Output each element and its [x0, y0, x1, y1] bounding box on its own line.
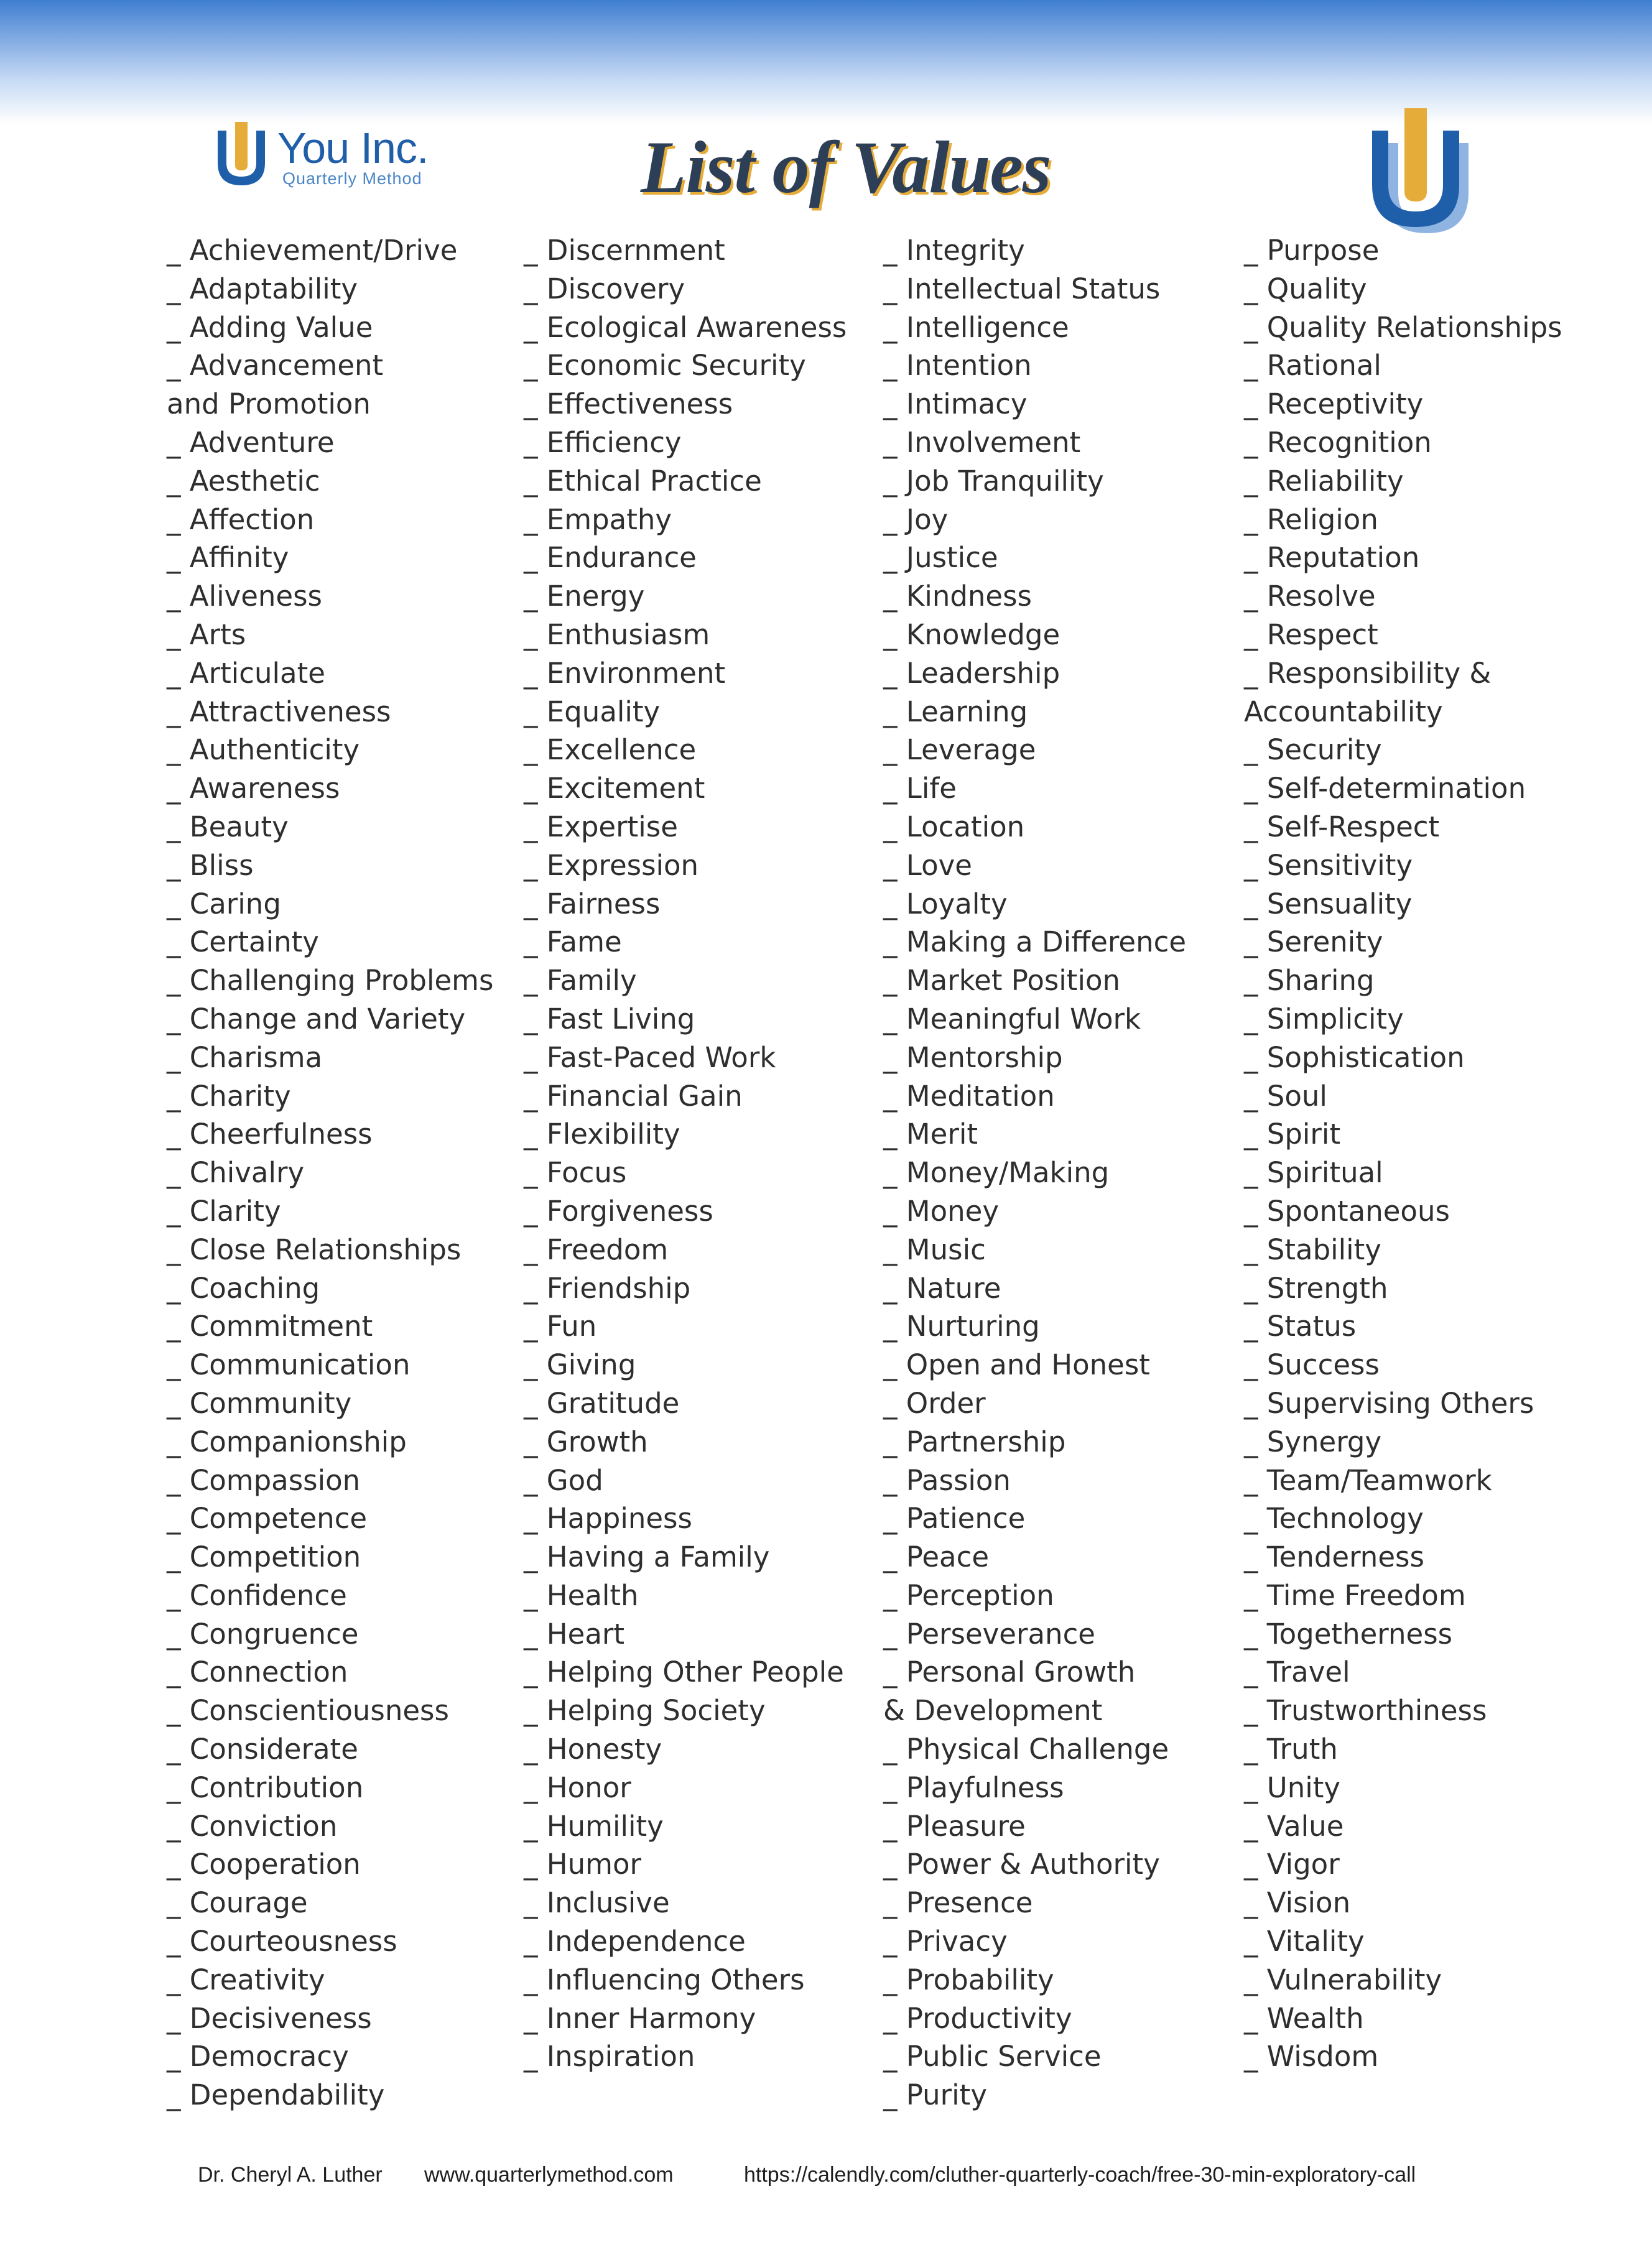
- value-item: _ Recognition: [1244, 425, 1432, 459]
- value-item: _ Freedom: [524, 1233, 669, 1266]
- value-item: _ Intimacy: [883, 387, 1028, 421]
- value-item: _ Religion: [1244, 503, 1378, 536]
- value-item: _ Inspiration: [524, 2040, 695, 2073]
- value-item: _ Mentorship: [883, 1040, 1063, 1074]
- value-item: _ Discovery: [524, 272, 685, 305]
- value-item: _ Purity: [883, 2078, 987, 2112]
- value-item: _ Dependability: [167, 2078, 385, 2112]
- value-item: _ Adventure: [167, 425, 335, 459]
- value-item: _ Excellence: [524, 733, 697, 767]
- value-item: _ Soul: [1244, 1079, 1327, 1113]
- value-item: _ Financial Gain: [524, 1079, 743, 1113]
- value-item: _ Open and Honest: [883, 1348, 1150, 1382]
- value-item: _ Companionship: [167, 1425, 407, 1458]
- value-item: _ Nature: [883, 1271, 1001, 1305]
- value-item: _ Conscientiousness: [167, 1694, 449, 1728]
- footer-calendly-link[interactable]: https://calendly.com/cluther-quarterly-coach/free-30-min-exploratory-call: [744, 2163, 1416, 2187]
- value-item: _ Travel: [1244, 1656, 1350, 1689]
- value-item: _ Meditation: [883, 1079, 1055, 1113]
- value-item: _ Partnership: [883, 1425, 1066, 1458]
- value-item: _ Technology: [1244, 1502, 1424, 1535]
- value-item: _ Probability: [883, 1963, 1054, 1996]
- value-item: _ Trustworthiness: [1244, 1694, 1487, 1728]
- value-item: _ Courteousness: [167, 1925, 397, 1958]
- value-item: _ Presence: [883, 1886, 1033, 1920]
- value-item: _ Inclusive: [524, 1886, 670, 1920]
- value-item: _ Loyalty: [883, 887, 1008, 920]
- value-item: _ Ethical Practice: [524, 464, 762, 498]
- value-item: _ Adaptability: [167, 272, 358, 305]
- value-item: _ Fairness: [524, 887, 661, 920]
- u-logo-icon: [210, 118, 272, 193]
- brand-name: You Inc.: [277, 124, 429, 172]
- value-item: _ Coaching: [167, 1271, 320, 1305]
- value-item: _ Excitement: [524, 772, 705, 805]
- value-item: _ Vigor: [1244, 1848, 1340, 1881]
- value-item: _ Awareness: [167, 772, 340, 805]
- value-item: _ Perseverance: [883, 1617, 1095, 1651]
- value-item: _ Quality Relationships: [1244, 310, 1562, 344]
- value-item: _ Ecological Awareness: [524, 310, 847, 344]
- value-item: _ Synergy: [1244, 1425, 1382, 1458]
- value-item: _ Competition: [167, 1540, 361, 1574]
- value-item: _ Self-Respect: [1244, 810, 1440, 843]
- value-item: _ Location: [883, 810, 1025, 843]
- value-item: _ Articulate: [167, 656, 325, 690]
- value-item: _ Bliss: [167, 848, 254, 882]
- value-item: _ Giving: [524, 1348, 636, 1382]
- value-item: _ Success: [1244, 1348, 1380, 1382]
- value-item: _ Music: [883, 1233, 986, 1266]
- value-item: _ Involvement: [883, 425, 1081, 459]
- value-item: _ Gratitude: [524, 1386, 680, 1420]
- value-item: _ Self-determination: [1244, 772, 1526, 805]
- value-item: _ Caring: [167, 887, 281, 920]
- value-item: _ Helping Society: [524, 1694, 766, 1728]
- value-item: _ Productivity: [883, 2001, 1072, 2035]
- value-item: _ Responsibility & Accountability: [1244, 656, 1492, 728]
- value-item: _ Chivalry: [167, 1156, 305, 1190]
- value-item: _ Family: [524, 964, 637, 998]
- values-column-3: [883, 231, 1207, 2114]
- value-item: _ Passion: [883, 1463, 1011, 1497]
- value-item: _ Vitality: [1244, 1925, 1365, 1958]
- value-item: _ Courage: [167, 1886, 308, 1920]
- value-item: _ Intellectual Status: [883, 272, 1161, 305]
- value-item: _ Strength: [1244, 1271, 1388, 1305]
- value-item: _ Nurturing: [883, 1310, 1040, 1343]
- value-item: _ Knowledge: [883, 618, 1060, 651]
- value-item: _ Having a Family: [524, 1540, 770, 1574]
- value-item: _ Resolve: [1244, 580, 1376, 613]
- values-column-2: [524, 231, 847, 2076]
- value-item: _ Environment: [524, 656, 726, 690]
- value-item: _ Beauty: [167, 810, 289, 843]
- value-item: _ Peace: [883, 1540, 990, 1574]
- value-item: _ Learning: [883, 695, 1028, 728]
- value-item: _ Humor: [524, 1848, 642, 1881]
- value-item: _ Stability: [1244, 1233, 1381, 1266]
- values-column-1: [167, 231, 494, 2114]
- value-item: _ Life: [883, 772, 957, 805]
- value-item: _ Happiness: [524, 1502, 692, 1535]
- values-column-4: [1244, 231, 1592, 2076]
- value-item: _ Honesty: [524, 1733, 662, 1766]
- value-item: _ Spontaneous: [1244, 1194, 1450, 1228]
- value-item: _ Clarity: [167, 1194, 281, 1228]
- value-item: _ Affinity: [167, 541, 289, 575]
- value-item: _ Respect: [1244, 618, 1378, 651]
- footer-author: Dr. Cheryl A. Luther: [198, 2163, 383, 2187]
- you-inc-logo: [210, 118, 434, 199]
- value-item: _ Physical Challenge: [883, 1733, 1169, 1766]
- value-item: _ Market Position: [883, 964, 1121, 998]
- value-item: _ Merit: [883, 1118, 978, 1151]
- footer-website[interactable]: www.quarterlymethod.com: [424, 2163, 674, 2187]
- value-item: _ Patience: [883, 1502, 1026, 1535]
- value-item: _ Adding Value: [167, 310, 373, 344]
- value-item: _ Pleasure: [883, 1809, 1026, 1843]
- value-item: _ Inner Harmony: [524, 2001, 756, 2035]
- value-item: _ Vision: [1244, 1886, 1351, 1920]
- value-item: _ Honor: [524, 1771, 631, 1804]
- value-item: _ Democracy: [167, 2040, 349, 2073]
- value-item: _ Unity: [1244, 1771, 1341, 1804]
- value-item: _ Humility: [524, 1809, 664, 1843]
- value-item: _ Challenging Problems: [167, 964, 494, 998]
- value-item: _ Spiritual: [1244, 1156, 1383, 1190]
- value-item: _ Simplicity: [1244, 1002, 1404, 1035]
- value-item: _ Charity: [167, 1079, 291, 1113]
- value-item: _ Intelligence: [883, 310, 1069, 344]
- page-title: List of Values: [641, 126, 1051, 208]
- value-item: _ Decisiveness: [167, 2001, 372, 2035]
- value-item: _ Close Relationships: [167, 1233, 462, 1266]
- value-item: _ Personal Growth & Development: [883, 1656, 1136, 1728]
- value-item: _ Sharing: [1244, 964, 1375, 998]
- value-item: _ Connection: [167, 1656, 348, 1689]
- value-item: _ Growth: [524, 1425, 648, 1458]
- value-item: _ Forgiveness: [524, 1194, 713, 1228]
- value-item: _ Compassion: [167, 1463, 361, 1497]
- u-logo-large-icon: [1366, 106, 1472, 243]
- value-item: _ Affection: [167, 503, 315, 536]
- footer: [0, 2163, 1652, 2194]
- value-item: _ Cheerfulness: [167, 1118, 373, 1151]
- value-item: _ Public Service: [883, 2040, 1102, 2073]
- value-item: _ Rational: [1244, 349, 1381, 382]
- value-item: _ God: [524, 1463, 603, 1497]
- value-item: _ Arts: [167, 618, 246, 651]
- value-item: _ Fast-Paced Work: [524, 1040, 776, 1074]
- brand-tagline: Quarterly Method: [282, 169, 422, 188]
- value-item: _ Joy: [883, 503, 949, 536]
- value-item: _ Job Tranquility: [883, 464, 1104, 498]
- value-item: _ Order: [883, 1386, 986, 1420]
- value-item: _ Wisdom: [1244, 2040, 1379, 2073]
- value-item: _ Kindness: [883, 580, 1032, 613]
- value-item: _ Purpose: [1244, 234, 1380, 267]
- value-item: _ Expertise: [524, 810, 678, 843]
- value-item: _ Empathy: [524, 503, 672, 536]
- value-item: _ Vulnerability: [1244, 1963, 1442, 1996]
- value-item: _ Heart: [524, 1617, 625, 1651]
- value-item: _ Team/Teamwork: [1244, 1463, 1492, 1497]
- value-item: _ Perception: [883, 1578, 1054, 1612]
- value-item: _ Endurance: [524, 541, 697, 575]
- value-item: _ Conviction: [167, 1809, 338, 1843]
- value-item: _ Cooperation: [167, 1848, 361, 1881]
- value-item: _ Aliveness: [167, 580, 323, 613]
- value-item: _ Money/Making: [883, 1156, 1110, 1190]
- value-item: _ Justice: [883, 541, 998, 575]
- value-item: _ Discernment: [524, 234, 725, 267]
- value-item: _ Health: [524, 1578, 639, 1612]
- value-item: _ Attractiveness: [167, 695, 391, 728]
- value-item: _ Authenticity: [167, 733, 360, 767]
- value-item: _ Privacy: [883, 1925, 1008, 1958]
- value-item: _ Confidence: [167, 1578, 347, 1612]
- value-item: _ Time Freedom: [1244, 1578, 1466, 1612]
- value-item: _ Meaningful Work: [883, 1002, 1141, 1035]
- value-item: _ Charisma: [167, 1040, 323, 1074]
- value-item: _ Leverage: [883, 733, 1036, 767]
- value-item: _ Influencing Others: [524, 1963, 805, 1996]
- value-item: _ Spirit: [1244, 1118, 1341, 1151]
- value-item: _ Enthusiasm: [524, 618, 710, 651]
- value-item: _ Fun: [524, 1310, 597, 1343]
- value-item: _ Reliability: [1244, 464, 1404, 498]
- value-item: _ Sophistication: [1244, 1040, 1465, 1074]
- value-item: _ Efficiency: [524, 425, 682, 459]
- value-item: _ Change and Variety: [167, 1002, 466, 1035]
- value-item: _ Independence: [524, 1925, 746, 1958]
- value-item: _ Playfulness: [883, 1771, 1064, 1804]
- value-item: _ Aesthetic: [167, 464, 320, 498]
- value-item: _ Fast Living: [524, 1002, 695, 1035]
- value-item: _ Equality: [524, 695, 661, 728]
- value-item: _ Security: [1244, 733, 1382, 767]
- value-item: _ Intention: [883, 349, 1032, 382]
- value-item: _ Wealth: [1244, 2001, 1364, 2035]
- value-item: _ Certainty: [167, 925, 319, 959]
- value-item: _ Supervising Others: [1244, 1386, 1534, 1420]
- value-item: _ Friendship: [524, 1271, 691, 1305]
- value-item: _ Congruence: [167, 1617, 359, 1651]
- value-item: _ Helping Other People: [524, 1656, 844, 1689]
- value-item: _ Making a Difference: [883, 925, 1187, 959]
- value-item: _ Quality: [1244, 272, 1367, 305]
- value-item: _ Flexibility: [524, 1118, 680, 1151]
- value-item: _ Integrity: [883, 234, 1025, 267]
- value-item: _ Receptivity: [1244, 387, 1424, 421]
- value-item: _ Reputation: [1244, 541, 1420, 575]
- value-item: _ Achievement/Drive: [167, 234, 458, 267]
- value-item: _ Expression: [524, 848, 699, 882]
- value-item: _ Advancement and Promotion: [167, 349, 384, 421]
- value-item: _ Power & Authority: [883, 1848, 1160, 1881]
- value-item: _ Love: [883, 848, 972, 882]
- value-item: _ Serenity: [1244, 925, 1383, 959]
- value-item: _ Effectiveness: [524, 387, 733, 421]
- value-item: _ Commitment: [167, 1310, 373, 1343]
- value-item: _ Fame: [524, 925, 622, 959]
- value-item: _ Value: [1244, 1809, 1344, 1843]
- value-item: _ Tenderness: [1244, 1540, 1424, 1574]
- value-item: _ Truth: [1244, 1733, 1338, 1766]
- value-item: _ Contribution: [167, 1771, 364, 1804]
- value-item: _ Community: [167, 1386, 352, 1420]
- value-item: _ Creativity: [167, 1963, 325, 1996]
- value-item: _ Sensitivity: [1244, 848, 1413, 882]
- value-item: _ Competence: [167, 1502, 368, 1535]
- value-item: _ Money: [883, 1194, 999, 1228]
- value-item: _ Energy: [524, 580, 645, 613]
- value-item: _ Considerate: [167, 1733, 358, 1766]
- value-item: _ Focus: [524, 1156, 627, 1190]
- value-item: _ Togetherness: [1244, 1617, 1453, 1651]
- value-item: _ Economic Security: [524, 349, 806, 382]
- value-item: _ Leadership: [883, 656, 1060, 690]
- value-item: _ Communication: [167, 1348, 411, 1382]
- value-item: _ Status: [1244, 1310, 1357, 1343]
- value-item: _ Sensuality: [1244, 887, 1413, 920]
